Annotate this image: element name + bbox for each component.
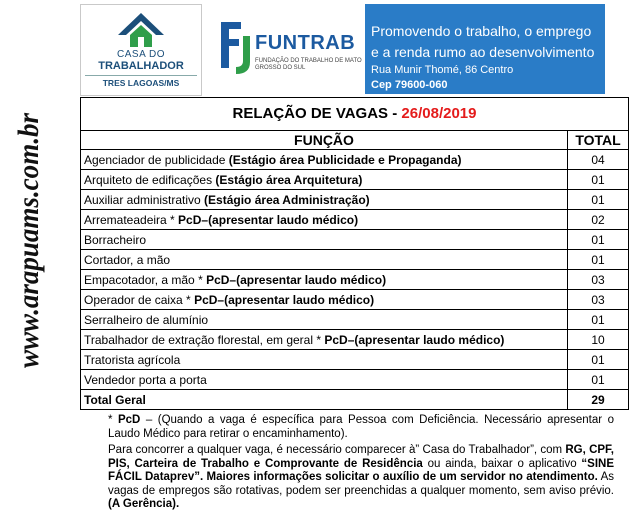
note-text-a: Para concorrer a qualquer vaga, é necessário comparecer à” Casa do Trabalhador”, com xyxy=(108,444,566,456)
funcao-detail: (Estágio área Administração) xyxy=(204,192,370,207)
note-info: Maiores informações solicitar o auxílio de um servidor no atendimento. xyxy=(203,471,598,483)
note-app: “SINE FÁCIL Dataprev”. xyxy=(108,457,614,483)
house-roof-icon xyxy=(116,11,166,49)
table-row xyxy=(81,330,629,350)
total-cell: 04 xyxy=(568,150,629,170)
funtrab-brand: FUNTRAB xyxy=(255,32,356,54)
note-signature: (A Gerência). xyxy=(108,498,180,510)
table-row xyxy=(81,270,629,290)
table-row xyxy=(81,310,629,330)
total-cell: 01 xyxy=(568,350,629,370)
funcao-cell xyxy=(81,270,568,290)
watermark xyxy=(4,110,48,370)
casa-do-trabalhador-logo xyxy=(80,4,202,96)
funcao-name: Operador de caixa * xyxy=(84,292,195,307)
banner-address: Rua Munir Thomé, 86 Centro xyxy=(371,64,514,76)
notes xyxy=(108,414,614,515)
table-row xyxy=(81,230,629,250)
funtrab-subtitle: FUNDAÇÃO DO TRABALHO DE MATO GROSSO DO SUL xyxy=(255,58,362,71)
funcao-cell xyxy=(81,250,568,270)
funcao-cell xyxy=(81,290,568,310)
funcao-name: Tratorista agrícola xyxy=(84,352,181,367)
total-cell: 01 xyxy=(568,230,629,250)
note-text-f: As vagas de empregos são rotativas, podem ser preenchidas a qualquer momento, sem aviso prévio. xyxy=(108,471,614,497)
note-docs: RG, CPF, PIS, Carteira de Trabalho e Comprovante de Residência xyxy=(108,444,614,470)
total-cell: 01 xyxy=(568,310,629,330)
funcao-detail: PcD–(apresentar laudo médico) xyxy=(194,292,375,307)
funcao-detail: (Estágio área Arquitetura) xyxy=(215,172,363,187)
note-text-c: ou ainda, baixar o aplicativo xyxy=(422,457,582,470)
column-header-funcao: FUNÇÃO xyxy=(81,131,568,150)
funcao-cell xyxy=(81,170,568,190)
title-date: 26/08/2019 xyxy=(401,105,477,122)
instructions-note xyxy=(108,444,614,512)
funcao-name: Vendedor porta a porta xyxy=(84,372,207,387)
slogan-line-1: Promovendo o trabalho, o emprego xyxy=(371,23,592,39)
total-row xyxy=(81,390,629,410)
total-cell: 01 xyxy=(568,170,629,190)
table-header-row xyxy=(81,131,629,150)
total-cell: 01 xyxy=(568,370,629,390)
logo-trabalhador-text: TRABALHADOR xyxy=(98,60,184,72)
funcao-name: Arquiteto de edificações xyxy=(84,172,216,187)
pcd-text: – (Quando a vaga é específica para Pessoa com Deficiência. Necessário apresentar o Laudo Médico para retirar o encaminhamento). xyxy=(108,414,614,440)
table-row xyxy=(81,290,629,310)
total-cell: 03 xyxy=(568,270,629,290)
title-text: RELAÇÃO DE VAGAS - xyxy=(232,105,402,122)
funcao-name: Serralheiro de alumínio xyxy=(84,312,209,327)
funcao-detail: PcD–(apresentar laudo médico) xyxy=(206,272,387,287)
funcao-cell xyxy=(81,370,568,390)
funcao-cell xyxy=(81,330,568,350)
funcao-detail: (Estágio área Publicidade e Propaganda) xyxy=(228,152,462,167)
column-header-total: TOTAL xyxy=(568,131,629,150)
total-cell: 03 xyxy=(568,290,629,310)
funcao-detail: PcD–(apresentar laudo médico) xyxy=(178,212,359,227)
pcd-star: * xyxy=(108,414,118,426)
logo-casa-text: CASA DO xyxy=(117,49,165,60)
funcao-name: Empacotador, a mão * xyxy=(84,272,207,287)
funcao-name: Auxiliar administrativo xyxy=(84,192,205,207)
total-cell: 02 xyxy=(568,210,629,230)
logo-city-text: TRES LAGOAS/MS xyxy=(85,75,197,88)
total-value: 29 xyxy=(568,390,629,410)
total-cell: 01 xyxy=(568,190,629,210)
table-row xyxy=(81,170,629,190)
funcao-name: Borracheiro xyxy=(84,232,147,247)
pcd-label: PcD xyxy=(117,414,141,426)
total-label: Total Geral xyxy=(81,390,568,410)
funtrab-banner xyxy=(205,4,605,94)
funcao-cell xyxy=(81,350,568,370)
watermark-text: www.arapuams.com.br xyxy=(12,110,45,368)
total-cell: 01 xyxy=(568,250,629,270)
funcao-cell xyxy=(81,150,568,170)
total-cell: 10 xyxy=(568,330,629,350)
pcd-note xyxy=(108,414,614,441)
table-row xyxy=(81,370,629,390)
funcao-cell xyxy=(81,310,568,330)
funcao-cell xyxy=(81,190,568,210)
vacancies-table xyxy=(80,130,629,410)
table-row xyxy=(81,210,629,230)
funcao-detail: PcD–(apresentar laudo médico) xyxy=(324,332,505,347)
funcao-name: Cortador, a mão xyxy=(84,252,171,267)
slogan-line-2: e a renda rumo ao desenvolvimento xyxy=(371,44,595,60)
table-row xyxy=(81,190,629,210)
page-title xyxy=(80,97,629,131)
table-row xyxy=(81,150,629,170)
funcao-cell xyxy=(81,230,568,250)
table-row xyxy=(81,350,629,370)
funcao-name: Agenciador de publicidade xyxy=(84,152,229,167)
funtrab-fj-icon xyxy=(213,18,253,78)
banner-slogan xyxy=(371,21,594,63)
table-row xyxy=(81,250,629,270)
funcao-name: Trabalhador de extração florestal, em geral * xyxy=(84,332,325,347)
funcao-name: Arremateadeira * xyxy=(84,212,179,227)
funcao-cell xyxy=(81,210,568,230)
banner-cep: Cep 79600-060 xyxy=(371,79,448,91)
